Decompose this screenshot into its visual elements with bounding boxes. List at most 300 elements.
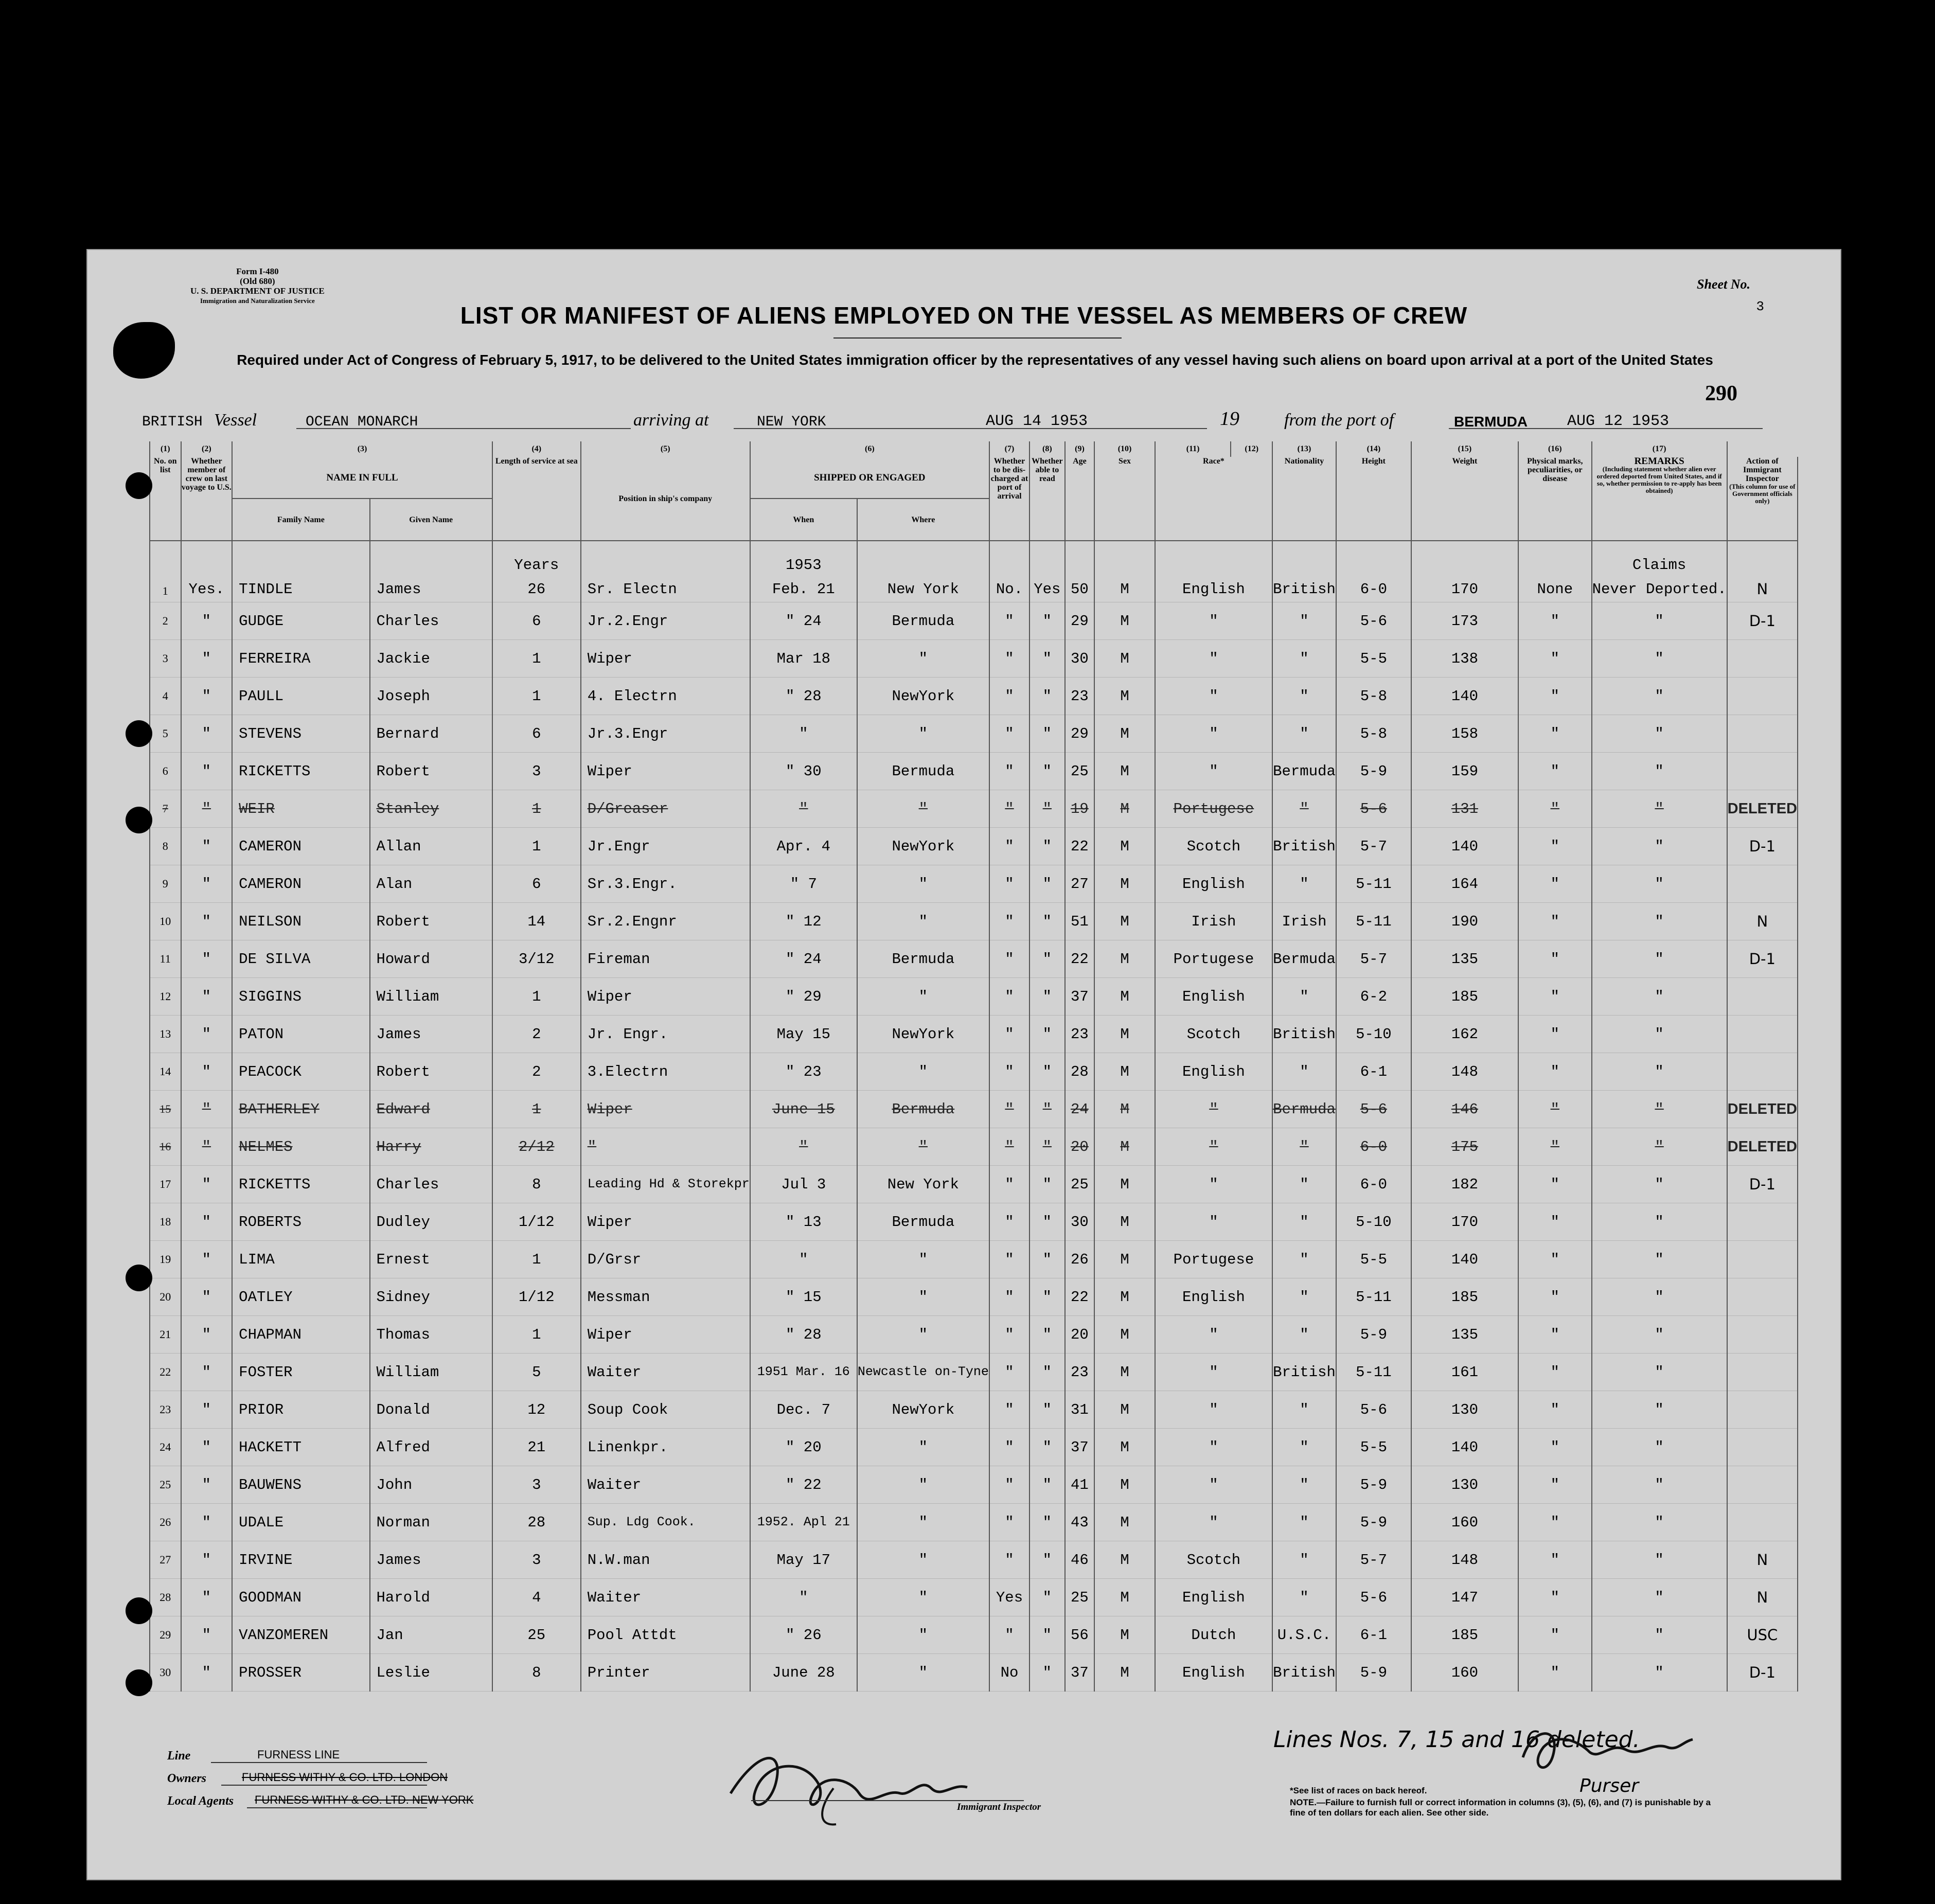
cell-age: 50	[1065, 541, 1095, 602]
cell-given-name: Stanley	[370, 790, 492, 828]
cell-height: 5-10	[1336, 1016, 1411, 1053]
cell-height: 5-6	[1336, 790, 1411, 828]
cell-previous-voyage: "	[181, 1241, 233, 1278]
cell-position: N.W.man	[581, 1541, 750, 1579]
cell-given-name: Robert	[370, 753, 492, 790]
manifest-title: LIST OR MANIFEST OF ALIENS EMPLOYED ON THE VESSEL AS MEMBERS OF CREW	[460, 302, 1468, 329]
cell-row-number: 12	[150, 978, 181, 1016]
cell-sex: M	[1094, 828, 1155, 865]
cell-nationality: Bermuda	[1272, 1091, 1336, 1128]
col-head-given: Given Name	[370, 499, 492, 541]
cell-race: Dutch	[1155, 1616, 1272, 1654]
cell-row-number: 9	[150, 865, 181, 903]
cell-shipped-where: "	[857, 1579, 989, 1616]
table-row	[150, 1053, 1798, 1091]
table-row	[150, 1241, 1798, 1278]
cell-weight: 170	[1411, 1203, 1518, 1241]
cell-service-length: 8	[492, 1654, 581, 1692]
cell-nationality: "	[1272, 1429, 1336, 1466]
cell-family-name: PAULL	[232, 678, 369, 715]
cell-weight: 160	[1411, 1654, 1518, 1692]
cell-height: 5-6	[1336, 1579, 1411, 1616]
col-head-nationality: Nationality	[1272, 457, 1336, 541]
cell-able-to-read: "	[1029, 790, 1064, 828]
cell-sex: M	[1094, 1654, 1155, 1692]
table-row	[150, 1466, 1798, 1504]
cell-given-name: James	[370, 1541, 492, 1579]
cell-sex: M	[1094, 1429, 1155, 1466]
action-note: (This column for use of Government officials only)	[1729, 483, 1796, 505]
cell-inspector-action	[1727, 1391, 1798, 1429]
cell-inspector-action: N	[1727, 903, 1798, 940]
remarks-heading: Claims	[1632, 557, 1687, 574]
col-num-2: (2)	[181, 441, 233, 457]
cell-family-name: RICKETTS	[232, 753, 369, 790]
col-num-17: (17)	[1592, 441, 1727, 457]
cell-inspector-action: D-1	[1727, 602, 1798, 640]
cell-nationality: "	[1272, 865, 1336, 903]
cell-given-name: Bernard	[370, 715, 492, 753]
cell-age: 23	[1065, 1016, 1095, 1053]
cell-shipped-where: NewYork	[857, 828, 989, 865]
cell-race: English	[1155, 1278, 1272, 1316]
cell-able-to-read: "	[1029, 1316, 1064, 1354]
cell-nationality: "	[1272, 1504, 1336, 1541]
cell-inspector-action	[1727, 1429, 1798, 1466]
owners-rule	[221, 1784, 427, 1786]
cell-position: Jr.Engr	[581, 828, 750, 865]
cell-row-number: 1	[150, 541, 181, 602]
cell-inspector-action	[1727, 1241, 1798, 1278]
cell-given-name: Dudley	[370, 1203, 492, 1241]
cell-shipped-where: "	[857, 640, 989, 678]
cell-previous-voyage: "	[181, 1128, 233, 1166]
cell-shipped-where: "	[857, 790, 989, 828]
cell-sex: M	[1094, 1579, 1155, 1616]
crew-rows	[150, 541, 1798, 1692]
punch-hole	[126, 1597, 152, 1624]
cell-family-name: IRVINE	[232, 1541, 369, 1579]
cell-height: 5-9	[1336, 1316, 1411, 1354]
cell-discharged: "	[989, 1616, 1029, 1654]
cell-race: "	[1155, 678, 1272, 715]
cell-row-number: 24	[150, 1429, 181, 1466]
cell-given-name: Donald	[370, 1391, 492, 1429]
cell-height: 5-11	[1336, 903, 1411, 940]
cell-shipped-where: "	[857, 1466, 989, 1504]
table-row	[150, 678, 1798, 715]
cell-height: 5-6	[1336, 1391, 1411, 1429]
cell-weight: 164	[1411, 865, 1518, 903]
cell-position: 4. Electrn	[581, 678, 750, 715]
table-row	[150, 828, 1798, 865]
col-num-3: (3)	[232, 441, 492, 457]
col-num-6: (6)	[750, 441, 989, 457]
cell-family-name: FERREIRA	[232, 640, 369, 678]
cell-age: 22	[1065, 1278, 1095, 1316]
cell-shipped-when: May 17	[750, 1541, 857, 1579]
cell-remarks: "	[1592, 678, 1727, 715]
cell-remarks: "	[1592, 1504, 1727, 1541]
col-head-no: No. on list	[150, 457, 181, 541]
cell-discharged: "	[989, 1429, 1029, 1466]
cell-shipped-where: "	[857, 1429, 989, 1466]
cell-given-name: Joseph	[370, 678, 492, 715]
form-number-block	[190, 266, 325, 306]
cell-service-length: 1	[492, 828, 581, 865]
date-underline	[975, 428, 1207, 429]
cell-row-number: 17	[150, 1166, 181, 1203]
cell-physical-marks: "	[1518, 1278, 1592, 1316]
cell-row-number: 20	[150, 1278, 181, 1316]
cell-discharged: "	[989, 978, 1029, 1016]
cell-shipped-when: " 22	[750, 1466, 857, 1504]
cell-age: 25	[1065, 1166, 1095, 1203]
cell-able-to-read: "	[1029, 1654, 1064, 1692]
cell-position: Waiter	[581, 1579, 750, 1616]
cell-shipped-when: " 20	[750, 1429, 857, 1466]
cell-service-length: 1/12	[492, 1203, 581, 1241]
cell-sex: M	[1094, 1354, 1155, 1391]
cell-age: 41	[1065, 1466, 1095, 1504]
col-head-prev-voyage: Whether member of crew on last voyage to U.S.	[181, 457, 233, 541]
cell-position: Wiper	[581, 1203, 750, 1241]
cell-physical-marks: "	[1518, 678, 1592, 715]
cell-value: Never Deported.	[1592, 581, 1727, 598]
cell-family-name: ROBERTS	[232, 1203, 369, 1241]
cell-family-name: CAMERON	[232, 828, 369, 865]
cell-discharged: "	[989, 602, 1029, 640]
cell-sex: M	[1094, 1391, 1155, 1429]
cell-row-number: 15	[150, 1091, 181, 1128]
col-head-weight: Weight	[1411, 457, 1518, 541]
col-num-7: (7)	[989, 441, 1029, 457]
cell-inspector-action	[1727, 865, 1798, 903]
cell-family-name: PROSSER	[232, 1654, 369, 1692]
cell-able-to-read: "	[1029, 1354, 1064, 1391]
cell-remarks: "	[1592, 940, 1727, 978]
cell-able-to-read: "	[1029, 1128, 1064, 1166]
cell-age: 25	[1065, 753, 1095, 790]
cell-weight: 173	[1411, 602, 1518, 640]
cell-remarks: "	[1592, 1654, 1727, 1692]
cell-row-number: 27	[150, 1541, 181, 1579]
cell-age: 24	[1065, 1091, 1095, 1128]
cell-able-to-read: "	[1029, 1504, 1064, 1541]
cell-sex: M	[1094, 1016, 1155, 1053]
cell-shipped-where: Newcastle on-Tyne	[857, 1354, 989, 1391]
punch-hole	[126, 807, 152, 833]
cell-race: Scotch	[1155, 1541, 1272, 1579]
cell-family-name: GOODMAN	[232, 1579, 369, 1616]
cell-shipped-where: "	[857, 978, 989, 1016]
cell-sex: M	[1094, 1316, 1155, 1354]
cell-shipped-when: "	[750, 1579, 857, 1616]
cell-position: Sr.3.Engr.	[581, 865, 750, 903]
cell-position: D/Greaser	[581, 790, 750, 828]
cell-discharged: "	[989, 678, 1029, 715]
cell-height: 6-2	[1336, 978, 1411, 1016]
cell-given-name: John	[370, 1466, 492, 1504]
cell-physical-marks: "	[1518, 1579, 1592, 1616]
cell-race: English	[1155, 541, 1272, 602]
vessel-flag: BRITISH	[142, 414, 203, 430]
cell-height: 5-5	[1336, 640, 1411, 678]
table-row	[150, 865, 1798, 903]
table-row	[150, 602, 1798, 640]
cell-inspector-action: DELETED	[1727, 790, 1798, 828]
table-row	[150, 1541, 1798, 1579]
cell-nationality: British	[1272, 1016, 1336, 1053]
cell-sex: M	[1094, 541, 1155, 602]
cell-sex: M	[1094, 1278, 1155, 1316]
cell-shipped-when: June 28	[750, 1654, 857, 1692]
cell-sex: M	[1094, 1166, 1155, 1203]
cell-weight: 160	[1411, 1504, 1518, 1541]
cell-row-number: 14	[150, 1053, 181, 1091]
cell-nationality: "	[1272, 1278, 1336, 1316]
cell-nationality: "	[1272, 640, 1336, 678]
shipped-year-heading: 1953	[785, 557, 822, 574]
cell-shipped-when: " 23	[750, 1053, 857, 1091]
cell-physical-marks: "	[1518, 865, 1592, 903]
cell-previous-voyage: "	[181, 978, 233, 1016]
table-row	[150, 640, 1798, 678]
cell-given-name: Leslie	[370, 1654, 492, 1692]
cell-row-number: 30	[150, 1654, 181, 1692]
cell-shipped-where: "	[857, 1128, 989, 1166]
cell-height: 6-0	[1336, 1166, 1411, 1203]
cell-given-name: Thomas	[370, 1316, 492, 1354]
cell-shipped-when: "	[750, 715, 857, 753]
table-row	[150, 1316, 1798, 1354]
cell-remarks: "	[1592, 1466, 1727, 1504]
cell-value: Feb. 21	[772, 581, 835, 598]
cell-age: 56	[1065, 1616, 1095, 1654]
cell-given-name: Howard	[370, 940, 492, 978]
cell-family-name: FOSTER	[232, 1354, 369, 1391]
cell-sex: M	[1094, 1504, 1155, 1541]
cell-position: Sup. Ldg Cook.	[581, 1504, 750, 1541]
race-note: *See list of races on back hereof.	[1290, 1786, 1427, 1795]
cell-discharged: No.	[989, 541, 1029, 602]
cell-discharged: Yes	[989, 1579, 1029, 1616]
cell-shipped-where: "	[857, 1541, 989, 1579]
cell-service-length: 12	[492, 1391, 581, 1429]
cell-age: 22	[1065, 828, 1095, 865]
cell-age: 20	[1065, 1128, 1095, 1166]
cell-race: "	[1155, 1316, 1272, 1354]
cell-inspector-action: DELETED	[1727, 1128, 1798, 1166]
cell-row-number: 6	[150, 753, 181, 790]
cell-family-name: DE SILVA	[232, 940, 369, 978]
cell-height: 5-11	[1336, 1278, 1411, 1316]
cell-height: 5-8	[1336, 715, 1411, 753]
cell-sex: M	[1094, 678, 1155, 715]
cell-height: 5-9	[1336, 1466, 1411, 1504]
cell-row-number: 25	[150, 1466, 181, 1504]
cell-height: 6-0	[1336, 541, 1411, 602]
cell-nationality: "	[1272, 1053, 1336, 1091]
cell-position: Printer	[581, 1654, 750, 1692]
cell-shipped-where: Bermuda	[857, 1203, 989, 1241]
cell-row-number: 23	[150, 1391, 181, 1429]
ink-blot	[113, 322, 175, 379]
table-row	[150, 1391, 1798, 1429]
cell-inspector-action: N	[1727, 541, 1798, 602]
cell-discharged: "	[989, 790, 1029, 828]
cell-weight: 161	[1411, 1354, 1518, 1391]
cell-family-name: OATLEY	[232, 1278, 369, 1316]
cell-service-length: 28	[492, 1504, 581, 1541]
cell-weight: 147	[1411, 1579, 1518, 1616]
punch-hole	[126, 1265, 152, 1291]
year-label: 19	[1220, 408, 1239, 430]
cell-height: 5-9	[1336, 753, 1411, 790]
cell-service-length: 6	[492, 865, 581, 903]
col-num-16: (16)	[1518, 441, 1592, 457]
cell-row-number: 21	[150, 1316, 181, 1354]
cell-discharged: "	[989, 1316, 1029, 1354]
cell-nationality: Bermuda	[1272, 940, 1336, 978]
cell-inspector-action	[1727, 1016, 1798, 1053]
title-rule	[833, 337, 1122, 339]
cell-height: 6-0	[1336, 1128, 1411, 1166]
cell-race: "	[1155, 1091, 1272, 1128]
col-head-age: Age	[1065, 457, 1095, 541]
cell-value: 26	[527, 581, 546, 598]
cell-position: Linenkpr.	[581, 1429, 750, 1466]
inspector-signature	[715, 1732, 983, 1829]
from-port: BERMUDA	[1454, 414, 1528, 430]
cell-nationality: "	[1272, 1316, 1336, 1354]
remarks-title: REMARKS	[1634, 456, 1684, 467]
cell-previous-voyage: "	[181, 1166, 233, 1203]
cell-service-length: 4	[492, 1579, 581, 1616]
cell-discharged: "	[989, 1504, 1029, 1541]
cell-race: "	[1155, 1203, 1272, 1241]
col-head-shipped: SHIPPED OR ENGAGED	[750, 457, 989, 499]
cell-previous-voyage: "	[181, 1466, 233, 1504]
col-head-height: Height	[1336, 457, 1411, 541]
col-head-action	[1727, 457, 1798, 541]
cell-physical-marks: "	[1518, 1166, 1592, 1203]
cell-sex: M	[1094, 715, 1155, 753]
cell-previous-voyage: "	[181, 1053, 233, 1091]
cell-physical-marks: "	[1518, 1128, 1592, 1166]
cell-race: Irish	[1155, 903, 1272, 940]
cell-previous-voyage: "	[181, 1579, 233, 1616]
cell-remarks: "	[1592, 1166, 1727, 1203]
cell-age: 30	[1065, 640, 1095, 678]
cell-shipped-when: " 28	[750, 1316, 857, 1354]
col-head-remarks	[1592, 457, 1727, 541]
cell-inspector-action: DELETED	[1727, 1091, 1798, 1128]
table-row	[150, 940, 1798, 978]
cell-able-to-read: "	[1029, 1278, 1064, 1316]
cell-height: 5-5	[1336, 1429, 1411, 1466]
cell-inspector-action	[1727, 1053, 1798, 1091]
cell-race: Portugese	[1155, 940, 1272, 978]
cell-nationality: "	[1272, 1391, 1336, 1429]
cell-position: Jr.3.Engr	[581, 715, 750, 753]
cell-weight: 135	[1411, 1316, 1518, 1354]
cell-able-to-read: "	[1029, 865, 1064, 903]
cell-able-to-read: "	[1029, 602, 1064, 640]
cell-remarks: "	[1592, 1091, 1727, 1128]
cell-nationality: "	[1272, 1166, 1336, 1203]
col-num-8: (8)	[1029, 441, 1064, 457]
cell-sex: M	[1094, 1466, 1155, 1504]
cell-nationality: "	[1272, 715, 1336, 753]
cell-weight: 135	[1411, 940, 1518, 978]
cell-shipped-when: " 24	[750, 940, 857, 978]
cell-remarks: "	[1592, 1541, 1727, 1579]
cell-physical-marks: None	[1518, 541, 1592, 602]
cell-remarks: "	[1592, 1391, 1727, 1429]
cell-discharged: "	[989, 753, 1029, 790]
cell-discharged: "	[989, 1241, 1029, 1278]
cell-physical-marks: "	[1518, 1354, 1592, 1391]
cell-weight: 140	[1411, 828, 1518, 865]
cell-family-name: SIGGINS	[232, 978, 369, 1016]
cell-given-name: James	[370, 1016, 492, 1053]
cell-remarks: "	[1592, 790, 1727, 828]
cell-previous-voyage: "	[181, 1616, 233, 1654]
cell-shipped-when: " 26	[750, 1616, 857, 1654]
cell-nationality: British	[1272, 828, 1336, 865]
col-num-4: (4)	[492, 441, 581, 457]
cell-physical-marks: "	[1518, 940, 1592, 978]
cell-race: English	[1155, 1579, 1272, 1616]
cell-discharged: "	[989, 1391, 1029, 1429]
cell-service-length: 1	[492, 678, 581, 715]
cell-age: 37	[1065, 1654, 1095, 1692]
cell-able-to-read: "	[1029, 715, 1064, 753]
cell-previous-voyage: "	[181, 940, 233, 978]
cell-weight: 190	[1411, 903, 1518, 940]
cell-shipped-when: "	[750, 1128, 857, 1166]
cell-sex: M	[1094, 790, 1155, 828]
cell-shipped-when: "	[750, 1241, 857, 1278]
cell-race: English	[1155, 1053, 1272, 1091]
cell-inspector-action	[1727, 1316, 1798, 1354]
cell-previous-voyage: "	[181, 1504, 233, 1541]
cell-height: 5-5	[1336, 1241, 1411, 1278]
table-row	[150, 1091, 1798, 1128]
cell-row-number: 10	[150, 903, 181, 940]
manifest-subtitle: Required under Act of Congress of February 5, 1917, to be delivered to the United States immigration officer by the representatives of any vessel having such aliens on board upon arrival at a port of the United States	[237, 352, 1713, 368]
cell-inspector-action	[1727, 678, 1798, 715]
cell-family-name: NELMES	[232, 1128, 369, 1166]
table-row	[150, 1166, 1798, 1203]
cell-service-length: 14	[492, 903, 581, 940]
cell-row-number: 28	[150, 1579, 181, 1616]
cell-row-number: 3	[150, 640, 181, 678]
cell-position: 3.Electrn	[581, 1053, 750, 1091]
cell-sex: M	[1094, 903, 1155, 940]
cell-position: Jr. Engr.	[581, 1016, 750, 1053]
cell-weight: 185	[1411, 978, 1518, 1016]
col-head-discharged: Whether to be dis-charged at port of arrival	[989, 457, 1029, 541]
cell-weight: 138	[1411, 640, 1518, 678]
page-number-handwritten: 290	[1705, 382, 1737, 405]
cell-remarks: "	[1592, 1316, 1727, 1354]
cell-able-to-read: "	[1029, 828, 1064, 865]
cell-discharged: "	[989, 1166, 1029, 1203]
cell-family-name: UDALE	[232, 1504, 369, 1541]
cell-able-to-read: "	[1029, 1429, 1064, 1466]
